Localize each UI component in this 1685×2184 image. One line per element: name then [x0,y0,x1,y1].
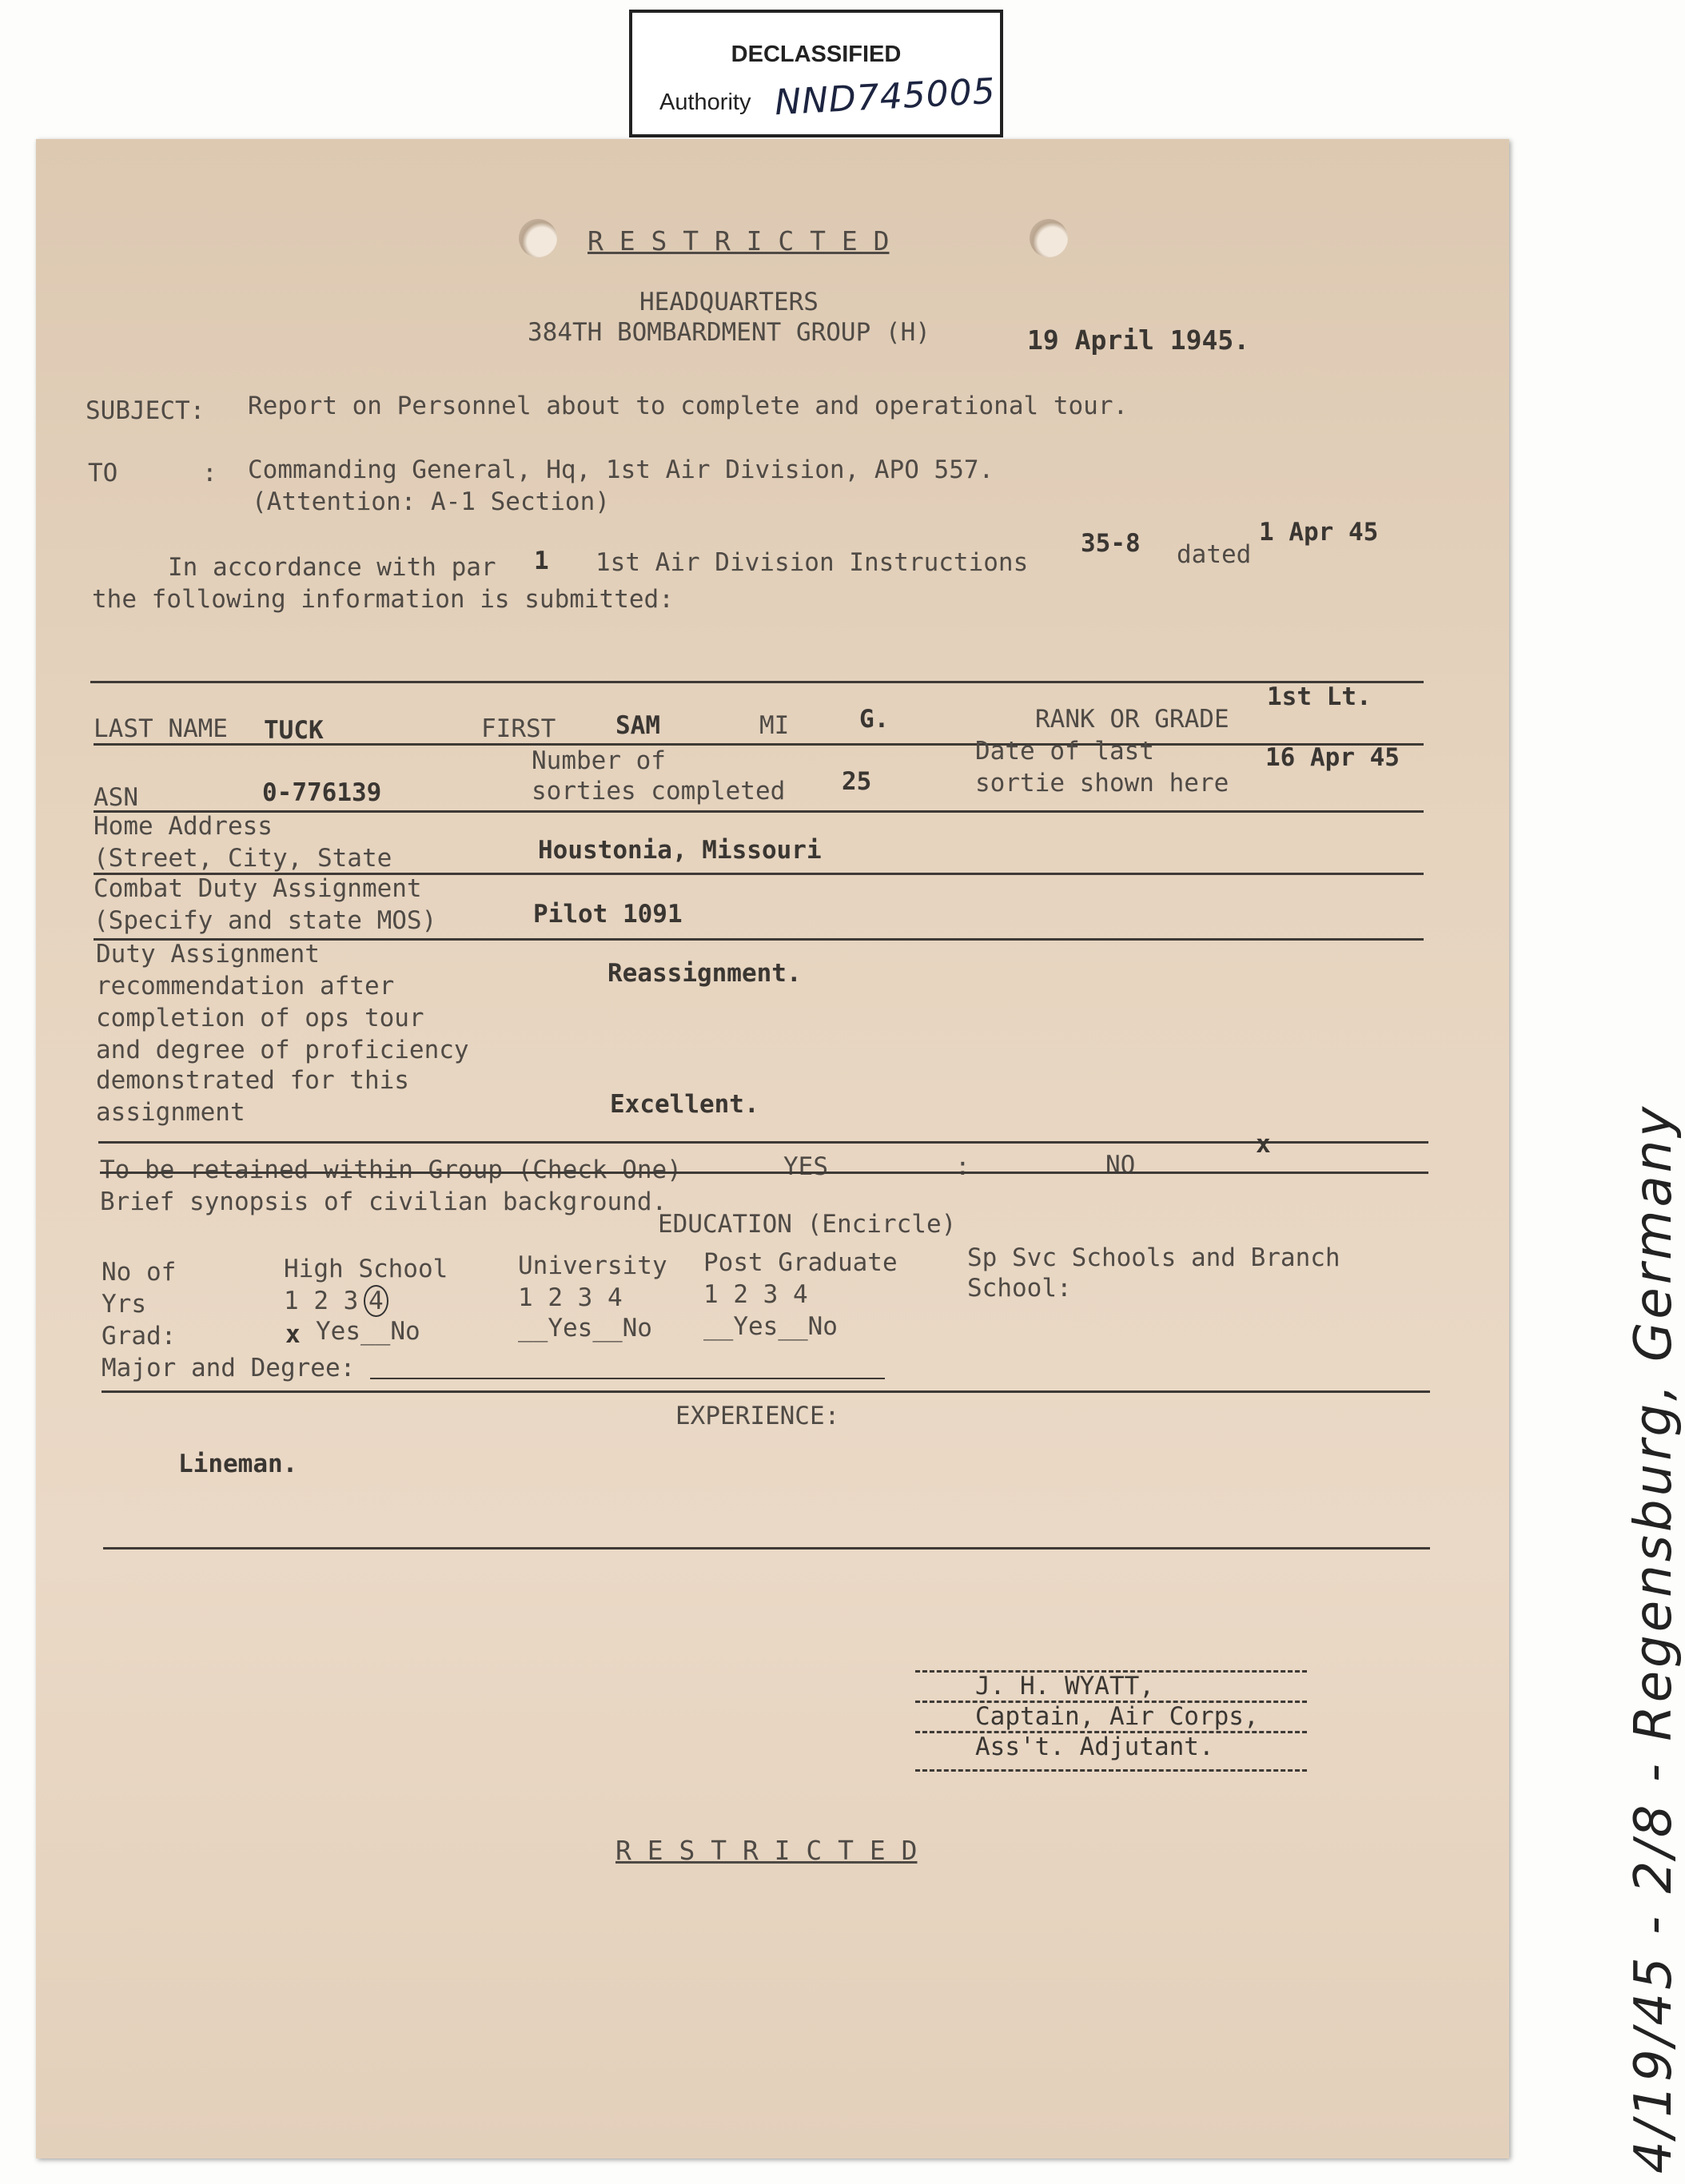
signature-strike-2 [915,1701,1307,1703]
document-page [36,139,1509,2158]
no-of-label: No of [102,1258,177,1287]
home-address-label-2: (Street, City, State [94,844,392,873]
intro-instruction-number: 35-8 [1081,529,1141,558]
major-degree-label: Major and Degree: [102,1354,356,1382]
classification-top: R E S T R I C T E D [588,225,890,257]
asn-value: 0-776139 [262,778,382,807]
rule-asn [94,810,1424,813]
rule-retained [100,1172,1428,1174]
university-label: University [518,1251,667,1280]
high-school-circled-year: 4 [364,1285,388,1317]
document-date: 19 April 1945. [1027,324,1250,356]
middle-initial-label: MI [759,711,790,740]
intro-dated: dated [1177,540,1252,569]
to-label: TO [88,459,118,487]
high-school-grad: Yes__No [316,1317,420,1346]
header-line2: 384TH BOMBARDMENT GROUP (H) [528,318,930,347]
yrs-label: Yrs [102,1290,146,1319]
sorties-label-2: sorties completed [532,777,786,806]
first-name-value: SAM [615,711,660,740]
retained-mark: x [1256,1130,1271,1159]
intro-part2: 1st Air Division Instructions [596,548,1029,577]
combat-duty-value: Pilot 1091 [533,900,683,929]
sorties-label-1: Number of [532,746,666,775]
signature-strike-4 [915,1769,1307,1772]
form-top-rule [90,681,1424,683]
home-address-label-1: Home Address [94,812,273,841]
signature-strike-1 [915,1670,1307,1673]
intro-par: 1 [534,547,549,575]
handwritten-annotation: 4/19/45 - 2/8 - Regensburg, Germany [1624,1103,1683,2174]
rule-duty [98,1141,1428,1144]
high-school-years: 1 2 3 [284,1287,359,1315]
high-school-label: High School [284,1255,448,1283]
last-sortie-label-1: Date of last [975,737,1154,766]
retained-colon: : [955,1152,970,1181]
stamp-title: DECLASSIFIED [731,42,902,67]
sorties-value: 25 [842,767,872,796]
duty-label-line-1: Duty Assignment [96,940,320,969]
civilian-background-label: Brief synopsis of civilian background. [100,1187,667,1216]
to-colon: : [202,459,217,487]
major-degree-rule [370,1378,885,1379]
to-line2: (Attention: A-1 Section) [252,487,610,516]
signature-line-1: J. H. WYATT, [975,1672,1154,1701]
duty-label-line-2: recommendation after [96,972,395,1001]
signature-line-2: Captain, Air Corps, [975,1702,1259,1731]
proficiency-value: Excellent. [610,1090,759,1119]
intro-date: 1 Apr 45 [1259,518,1379,547]
retained-yes: YES [783,1152,828,1181]
header-line1: HEADQUARTERS [639,288,819,316]
signature-line-3: Ass't. Adjutant. [975,1732,1214,1761]
classification-bottom: R E S T R I C T E D [615,1835,918,1866]
intro-part1: In accordance with par [168,553,496,582]
experience-value: Lineman. [178,1450,298,1478]
duty-label-line-3: completion of ops tour [96,1004,424,1032]
last-name-value: TUCK [264,716,324,745]
home-address-value: Houstonia, Missouri [538,836,822,865]
post-graduate-years: 1 2 3 4 [703,1280,808,1309]
sp-svc-schools-label-1: Sp Svc Schools and Branch [967,1243,1340,1272]
post-graduate-label: Post Graduate [703,1248,898,1277]
punch-hole [519,219,557,257]
to-line1: Commanding General, Hq, 1st Air Division, APO 557. [248,455,994,484]
post-graduate-grad: __Yes__No [703,1312,838,1341]
last-sortie-label-2: sortie shown here [975,769,1229,798]
rule-education [102,1390,1430,1393]
retained-label: To be retained within Group (Check One) [100,1156,682,1184]
duty-label-line-5: demonstrated for this [96,1066,409,1095]
subject-text: Report on Personnel about to complete and operational tour. [248,392,1129,420]
high-school-grad-mark: x [285,1320,301,1349]
grad-label: Grad: [102,1322,177,1351]
combat-duty-label-2: (Specify and state MOS) [94,906,437,935]
duty-label-line-4: and degree of proficiency [96,1036,469,1064]
combat-duty-label-1: Combat Duty Assignment [94,874,422,903]
rule-name [94,743,1424,746]
asn-label: ASN [94,783,138,812]
subject-label: SUBJECT: [86,396,205,425]
declassified-stamp [629,10,1003,137]
stamp-authority-value: NND745005 [773,70,997,124]
last-name-label: LAST NAME [94,714,228,743]
sp-svc-schools-label-2: School: [967,1274,1072,1303]
intro-line2: the following information is submitted: [92,585,674,614]
university-grad: __Yes__No [518,1314,652,1343]
last-sortie-value: 16 Apr 45 [1265,743,1400,772]
middle-initial-value: G. [859,705,890,734]
experience-label: EXPERIENCE: [675,1402,840,1430]
retained-no: NO [1105,1151,1136,1180]
rank-value: 1st Lt. [1267,682,1372,711]
first-name-label: FIRST [481,714,556,743]
rule-experience [103,1547,1430,1549]
punch-hole [1030,219,1068,257]
education-label: EDUCATION (Encircle) [658,1210,957,1239]
rank-label: RANK OR GRADE [1035,705,1229,734]
signature-strike-3 [915,1731,1307,1733]
stamp-authority-label: Authority [659,90,751,115]
duty-assignment-value: Reassignment. [607,959,802,988]
duty-label-line-6: assignment [96,1098,245,1127]
university-years: 1 2 3 4 [518,1283,623,1312]
